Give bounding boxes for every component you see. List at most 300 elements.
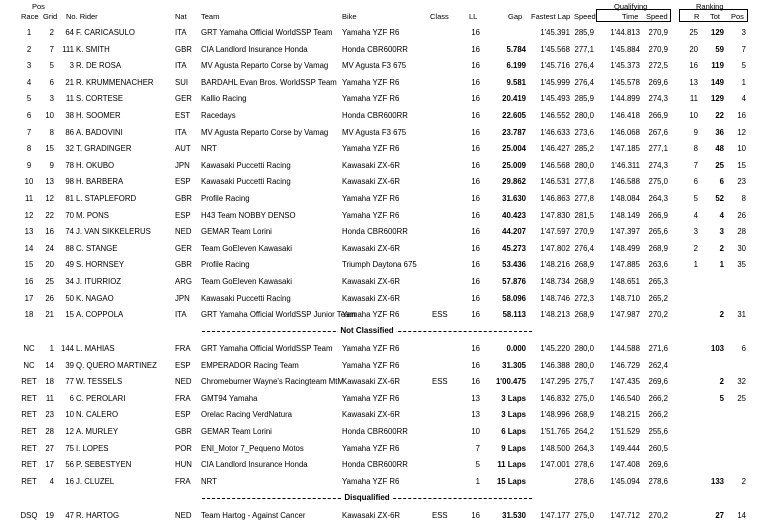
cell-nationality: FRA: [175, 476, 191, 486]
cell-bike-name: Honda CBR600RR: [342, 427, 408, 436]
ranking-label: Ranking: [696, 2, 724, 11]
cell-laps-led: 16: [471, 77, 480, 87]
cell-race-pos: 4: [26, 77, 32, 87]
col-ll: LL: [469, 12, 478, 21]
cell-bike-name: Yamaha YZF R6: [342, 210, 400, 220]
col-grid: Grid: [43, 12, 58, 21]
cell-bike-name: MV Agusta F3 675: [342, 127, 407, 137]
cell-speed: 275,7: [574, 377, 594, 387]
cell-rider-number: 39: [65, 360, 74, 370]
cell-ranking-pos: 25: [737, 393, 746, 403]
cell-bike-name: Yamaha YZF R6: [342, 344, 400, 353]
cell-ranking-r: 5: [693, 194, 698, 203]
cell-laps-led: 16: [471, 277, 480, 286]
cell-nationality: GER: [175, 94, 192, 104]
cell-race-pos: 3: [26, 61, 32, 71]
table-row: [0, 307, 763, 322]
cell-qualifying-speed: 265,3: [648, 277, 668, 286]
cell-race-pos: 15: [24, 260, 34, 270]
cell-ranking-pos: 31: [737, 310, 746, 320]
cell-qualifying-time: 1'48.651: [610, 277, 640, 286]
cell-race-pos: 17: [24, 293, 34, 303]
cell-rider-name: S. CORTESE: [76, 94, 124, 104]
cell-gap: 58.113: [502, 310, 526, 320]
cell-laps-led: 16: [471, 111, 480, 120]
cell-bike-name: Honda CBR600RR: [342, 460, 408, 470]
col-speed: Speed: [574, 12, 596, 21]
cell-team-name: NRT: [201, 476, 217, 486]
cell-qualifying-time: 1'45.373: [610, 61, 640, 71]
cell-ranking-total: 52: [715, 194, 724, 203]
cell-race-pos: NC: [23, 344, 35, 353]
cell-nationality: ITA: [175, 61, 187, 71]
cell-race-pos: RET: [21, 460, 37, 470]
table-row: [0, 141, 763, 156]
cell-class: ESS: [432, 310, 448, 320]
cell-ranking-r: 9: [693, 127, 698, 137]
cell-team-name: Profile Racing: [201, 194, 250, 203]
cell-bike-name: Yamaha YZF R6: [342, 77, 400, 87]
table-row: [0, 291, 763, 306]
cell-race-pos: RET: [21, 410, 37, 420]
cell-ranking-total: 129: [710, 28, 724, 37]
table-row: [0, 391, 763, 406]
cell-laps-led: 16: [471, 227, 480, 237]
cell-qualifying-time: 1'46.588: [610, 177, 640, 187]
cell-fastest-lap: 1'47.802: [540, 243, 570, 253]
cell-laps-led: 16: [471, 210, 480, 220]
cell-ranking-total: 6: [719, 177, 724, 187]
cell-nationality: JPN: [175, 293, 190, 303]
cell-laps-led: 16: [471, 28, 480, 37]
cell-nationality: GER: [175, 243, 192, 253]
cell-bike-name: Yamaha YZF R6: [342, 28, 400, 37]
table-row: [0, 42, 763, 57]
cell-rider-name: T. GRADINGER: [76, 144, 132, 154]
disqualified-separator: [202, 491, 532, 506]
cell-gap: 11 Laps: [497, 460, 526, 470]
cell-ranking-r: 11: [689, 94, 698, 104]
cell-rider-number: 111: [62, 44, 74, 54]
cell-team-name: BARDAHL Evan Bros. WorldSSP Team: [201, 77, 337, 87]
cell-rider-number: 47: [65, 511, 74, 520]
cell-team-name: GEMAR Team Lorini: [201, 227, 272, 237]
cell-laps-led: 1: [475, 476, 480, 486]
cell-team-name: ENI_Motor 7_Pequeno Motos: [201, 443, 304, 453]
cell-grid-pos: 20: [45, 260, 54, 270]
cell-gap: 9.581: [506, 77, 526, 87]
cell-nationality: ITA: [175, 310, 187, 320]
cell-rider-number: 21: [65, 77, 74, 87]
cell-gap: 22.605: [502, 111, 526, 120]
cell-qualifying-speed: 265,2: [648, 293, 668, 303]
cell-ranking-pos: 6: [741, 344, 746, 353]
pos-group-label: Pos: [32, 2, 45, 11]
cell-ranking-r: 10: [689, 111, 698, 120]
cell-nationality: JPN: [175, 160, 190, 170]
cell-ranking-r: 7: [693, 160, 698, 170]
cell-ranking-pos: 15: [737, 160, 746, 170]
cell-speed: 270,9: [574, 227, 594, 237]
cell-ranking-total: 3: [719, 227, 724, 237]
cell-rider-number: 64: [65, 28, 74, 37]
cell-speed: 275,0: [574, 393, 594, 403]
cell-speed: 278,6: [574, 476, 594, 486]
cell-gap: 25.009: [502, 160, 526, 170]
cell-bike-name: Kawasaki ZX-6R: [342, 177, 401, 187]
cell-race-pos: 1: [26, 28, 32, 37]
cell-qualifying-time: 1'46.418: [610, 111, 640, 120]
cell-fastest-lap: 1'45.493: [540, 94, 570, 104]
cell-nationality: ESP: [175, 410, 191, 420]
table-row: [0, 125, 763, 140]
cell-ranking-total: 2: [719, 377, 724, 387]
cell-ranking-total: 22: [715, 111, 724, 120]
cell-ranking-r: 4: [693, 210, 698, 220]
cell-grid-pos: 28: [45, 427, 54, 436]
cell-team-name: Team GoEleven Kawasaki: [201, 243, 293, 253]
cell-fastest-lap: 1'47.830: [540, 210, 570, 220]
cell-speed: 276,4: [574, 77, 594, 87]
cell-rider-number: 81: [65, 194, 74, 203]
cell-qualifying-time: 1'47.185: [610, 144, 640, 154]
cell-team-name: Kawasaki Puccetti Racing: [201, 160, 291, 170]
cell-grid-pos: 16: [45, 227, 54, 237]
cell-laps-led: 16: [471, 160, 480, 170]
cell-speed: 285,2: [574, 144, 594, 154]
cell-qualifying-time: 1'44.899: [610, 94, 640, 104]
cell-qualifying-time: 1'47.885: [610, 260, 640, 270]
cell-bike-name: Yamaha YZF R6: [342, 476, 400, 486]
cell-rider-name: C. PEROLARI: [76, 393, 126, 403]
cell-qualifying-speed: 267,6: [648, 127, 668, 137]
cell-nationality: SUI: [175, 77, 188, 87]
cell-qualifying-speed: 260,5: [648, 443, 668, 453]
cell-speed: 268,9: [574, 310, 594, 320]
cell-speed: 275,0: [574, 511, 594, 520]
cell-speed: 285,9: [574, 94, 594, 104]
cell-rider-name: I. LOPES: [76, 443, 109, 453]
cell-grid-pos: 1: [49, 344, 54, 353]
cell-laps-led: 7: [475, 443, 480, 453]
qualifying-label: Qualifying: [614, 2, 648, 11]
cell-ranking-r: 1: [693, 260, 698, 270]
cell-nationality: GBR: [175, 260, 192, 270]
cell-qualifying-time: 1'47.408: [610, 460, 640, 470]
cell-qualifying-speed: 262,4: [648, 360, 668, 370]
cell-race-pos: 14: [24, 243, 34, 253]
cell-bike-name: Yamaha YZF R6: [342, 144, 400, 154]
cell-bike-name: Honda CBR600RR: [342, 227, 408, 237]
cell-qualifying-speed: 265,6: [648, 227, 668, 237]
cell-ranking-r: 25: [689, 28, 698, 37]
cell-team-name: Team GoEleven Kawasaki: [201, 277, 293, 286]
cell-fastest-lap: 1'46.531: [540, 177, 570, 187]
cell-fastest-lap: 1'51.765: [540, 427, 570, 436]
cell-ranking-total: 4: [719, 210, 724, 220]
cell-race-pos: RET: [21, 476, 37, 486]
cell-rider-name: A. COPPOLA: [76, 310, 124, 320]
cell-qualifying-speed: 255,6: [648, 427, 668, 436]
table-row: [0, 158, 763, 173]
table-row: [0, 174, 763, 189]
cell-bike-name: Yamaha YZF R6: [342, 443, 400, 453]
cell-nationality: POR: [175, 443, 192, 453]
cell-laps-led: 16: [471, 344, 480, 353]
cell-nationality: ARG: [175, 277, 192, 286]
cell-ranking-pos: 4: [741, 94, 746, 104]
cell-nationality: ESP: [175, 360, 191, 370]
cell-bike-name: Yamaha YZF R6: [342, 360, 400, 370]
cell-fastest-lap: 1'48.734: [540, 277, 570, 286]
cell-team-name: CIA Landlord Insurance Honda: [201, 44, 308, 54]
cell-team-name: Racedays: [201, 111, 236, 120]
cell-grid-pos: 19: [45, 511, 54, 520]
cell-nationality: ITA: [175, 28, 187, 37]
cell-nationality: ITA: [175, 127, 187, 137]
cell-nationality: NED: [175, 227, 192, 237]
table-row: [0, 91, 763, 106]
cell-grid-pos: 15: [45, 144, 54, 154]
cell-laps-led: 16: [471, 194, 480, 203]
cell-qualifying-time: 1'48.215: [610, 410, 640, 420]
cell-qualifying-time: 1'48.149: [610, 210, 640, 220]
cell-gap: 9 Laps: [501, 443, 526, 453]
cell-rider-name: J. VAN SIKKELERUS: [76, 227, 151, 237]
cell-rider-name: P. SEBESTYEN: [76, 460, 132, 470]
cell-grid-pos: 26: [45, 293, 54, 303]
cell-ranking-pos: 7: [741, 44, 746, 54]
cell-gap: 20.419: [502, 94, 526, 104]
cell-speed: 280,0: [574, 160, 594, 170]
cell-qualifying-speed: 271,6: [648, 344, 668, 353]
table-row: [0, 407, 763, 422]
cell-gap: 44.207: [502, 227, 526, 237]
cell-gap: 31.530: [502, 511, 526, 520]
cell-qualifying-speed: 263,6: [648, 260, 668, 270]
cell-grid-pos: 12: [45, 194, 54, 203]
cell-gap: 57.876: [502, 277, 526, 286]
cell-race-pos: 5: [26, 94, 32, 104]
cell-laps-led: 16: [471, 127, 480, 137]
cell-ranking-r: 8: [693, 144, 698, 154]
cell-qualifying-time: 1'44.588: [610, 344, 640, 353]
cell-ranking-total: 1: [719, 260, 724, 270]
cell-bike-name: Kawasaki ZX-6R: [342, 277, 401, 286]
cell-ranking-total: 2: [719, 310, 724, 320]
cell-laps-led: 16: [471, 310, 480, 320]
cell-rider-number: 12: [65, 427, 74, 436]
cell-race-pos: 8: [26, 144, 32, 154]
cell-qualifying-speed: 266,9: [648, 210, 668, 220]
cell-bike-name: Yamaha YZF R6: [342, 310, 400, 320]
cell-team-name: Profile Racing: [201, 260, 250, 270]
cell-laps-led: 16: [471, 61, 480, 71]
cell-rider-name: W. TESSELS: [76, 377, 123, 387]
cell-gap: 58.096: [502, 293, 526, 303]
cell-race-pos: 11: [24, 194, 34, 203]
cell-team-name: Orelac Racing VerdNatura: [201, 410, 293, 420]
cell-gap: 45.273: [502, 243, 526, 253]
not-classified-separator: [202, 324, 532, 339]
cell-ranking-r: 16: [689, 61, 698, 71]
cell-rider-number: 10: [65, 410, 74, 420]
cell-fastest-lap: 1'46.427: [540, 144, 570, 154]
cell-rider-name: S. HORNSEY: [76, 260, 125, 270]
cell-ranking-pos: 2: [741, 476, 746, 486]
cell-rider-number: 56: [65, 460, 74, 470]
cell-qualifying-time: 1'47.712: [610, 511, 640, 520]
table-row: [0, 424, 763, 439]
cell-team-name: GEMAR Team Lorini: [201, 427, 272, 436]
cell-qualifying-time: 1'51.529: [610, 427, 640, 436]
cell-gap: 3 Laps: [501, 410, 526, 420]
cell-rider-name: N. CALERO: [76, 410, 119, 420]
cell-ranking-pos: 14: [737, 511, 746, 520]
cell-laps-led: 16: [471, 44, 480, 54]
cell-qualifying-time: 1'49.444: [610, 443, 640, 453]
cell-rider-name: R. DE ROSA: [76, 61, 122, 71]
cell-fastest-lap: 1'47.001: [540, 460, 570, 470]
cell-speed: 268,9: [574, 260, 594, 270]
table-row: [0, 25, 763, 40]
cell-ranking-total: 133: [710, 476, 724, 486]
table-row: [0, 274, 763, 289]
cell-fastest-lap: 1'47.597: [540, 227, 570, 237]
cell-grid-pos: 18: [45, 377, 54, 387]
cell-ranking-total: 103: [710, 344, 724, 353]
cell-ranking-total: 149: [710, 77, 724, 87]
cell-rider-name: K. SMITH: [76, 44, 110, 54]
cell-rider-name: C. STANGE: [76, 243, 118, 253]
cell-laps-led: 16: [471, 377, 480, 387]
cell-rider-name: J. ITURRIOZ: [76, 277, 122, 286]
cell-ranking-total: 36: [715, 127, 724, 137]
table-row: [0, 474, 763, 489]
cell-race-pos: NC: [23, 360, 35, 370]
cell-qualifying-time: 1'45.578: [610, 77, 640, 87]
cell-qualifying-time: 1'46.068: [610, 127, 640, 137]
cell-grid-pos: 27: [45, 443, 54, 453]
cell-rider-name: R. HARTOG: [76, 511, 120, 520]
cell-qualifying-speed: 269,6: [648, 77, 668, 87]
cell-qualifying-speed: 274,3: [648, 160, 668, 170]
cell-grid-pos: 2: [49, 28, 54, 37]
cell-gap: 6 Laps: [501, 427, 526, 436]
cell-bike-name: Yamaha YZF R6: [342, 94, 400, 104]
cell-bike-name: Kawasaki ZX-6R: [342, 160, 401, 170]
cell-race-pos: 2: [26, 44, 32, 54]
cell-fastest-lap: 1'46.832: [540, 393, 570, 403]
cell-ranking-pos: 35: [737, 260, 746, 270]
cell-race-pos: 13: [24, 227, 34, 237]
cell-ranking-pos: 23: [737, 177, 746, 187]
cell-laps-led: 16: [471, 94, 480, 104]
cell-team-name: Chromeburner Wayne's Racingteam MtM: [201, 377, 344, 387]
cell-qualifying-speed: 264,3: [648, 194, 668, 203]
cell-nationality: GBR: [175, 427, 192, 436]
cell-gap: 5.784: [506, 44, 526, 54]
cell-rider-number: 50: [65, 293, 74, 303]
not-classified-label: Not Classified: [340, 326, 394, 335]
table-row: [0, 208, 763, 223]
cell-qualifying-speed: 278,6: [648, 476, 668, 486]
cell-ranking-r: 6: [693, 177, 698, 187]
cell-gap: 0.000: [506, 344, 526, 353]
cell-race-pos: 6: [26, 111, 32, 120]
cell-grid-pos: 10: [45, 111, 54, 120]
cell-speed: 277,8: [574, 177, 594, 187]
cell-qualifying-time: 1'48.499: [610, 243, 640, 253]
cell-grid-pos: 8: [49, 127, 54, 137]
cell-rider-number: 38: [65, 111, 74, 120]
cell-team-name: GRT Yamaha Official WorldSSP Junior Team: [201, 310, 356, 320]
cell-team-name: GRT Yamaha Official WorldSSP Team: [201, 344, 333, 353]
col-race: Race: [21, 12, 39, 21]
cell-rider-number: 11: [65, 94, 74, 104]
cell-gap: 25.004: [502, 144, 526, 154]
cell-team-name: Kallio Racing: [201, 94, 247, 104]
table-row: [0, 75, 763, 90]
cell-speed: 264,2: [574, 427, 594, 436]
cell-laps-led: 16: [471, 511, 480, 520]
cell-gap: 15 Laps: [496, 476, 526, 486]
cell-qualifying-speed: 269,6: [648, 460, 668, 470]
table-row: [0, 457, 763, 472]
table-row: [0, 191, 763, 206]
table-row: [0, 358, 763, 373]
cell-laps-led: 16: [471, 243, 480, 253]
cell-fastest-lap: 1'45.568: [540, 44, 570, 54]
cell-fastest-lap: 1'46.388: [540, 360, 570, 370]
cell-fastest-lap: 1'46.552: [540, 111, 570, 120]
cell-fastest-lap: 1'48.996: [540, 410, 570, 420]
cell-rider-name: Q. QUERO MARTINEZ: [76, 360, 157, 370]
cell-grid-pos: 22: [45, 210, 54, 220]
cell-rider-number: 74: [65, 227, 74, 237]
cell-bike-name: Yamaha YZF R6: [342, 194, 400, 203]
cell-ranking-total: 48: [715, 144, 724, 154]
cell-rider-name: M. PONS: [76, 210, 109, 220]
cell-fastest-lap: 1'48.216: [540, 260, 570, 270]
cell-gap: 3 Laps: [501, 393, 526, 403]
col-rank-pos: Pos: [731, 12, 744, 21]
cell-ranking-pos: 8: [741, 194, 746, 203]
cell-fastest-lap: 1'46.863: [540, 194, 570, 203]
col-fastest-lap: Fastest Lap: [531, 12, 571, 21]
cell-ranking-total: 27: [715, 511, 724, 520]
cell-qualifying-speed: 270,9: [648, 28, 668, 37]
cell-rider-name: A. BADOVINI: [76, 127, 123, 137]
cell-race-pos: RET: [21, 427, 37, 436]
cell-gap: 29.862: [502, 177, 526, 187]
cell-class: ESS: [432, 377, 448, 387]
cell-ranking-pos: 12: [737, 127, 746, 137]
cell-ranking-total: 129: [710, 94, 724, 104]
cell-grid-pos: 23: [45, 410, 54, 420]
cell-grid-pos: 6: [49, 77, 54, 87]
cell-nationality: GBR: [175, 44, 192, 54]
cell-bike-name: Kawasaki ZX-6R: [342, 511, 401, 520]
col-nat: Nat: [175, 12, 187, 21]
cell-ranking-pos: 30: [737, 243, 746, 253]
cell-speed: 280,0: [574, 111, 594, 120]
cell-ranking-pos: 28: [737, 227, 746, 237]
cell-qualifying-speed: 270,2: [648, 310, 668, 320]
cell-qualifying-time: 1'46.540: [610, 393, 640, 403]
table-row: [0, 441, 763, 456]
cell-grid-pos: 4: [49, 476, 54, 486]
